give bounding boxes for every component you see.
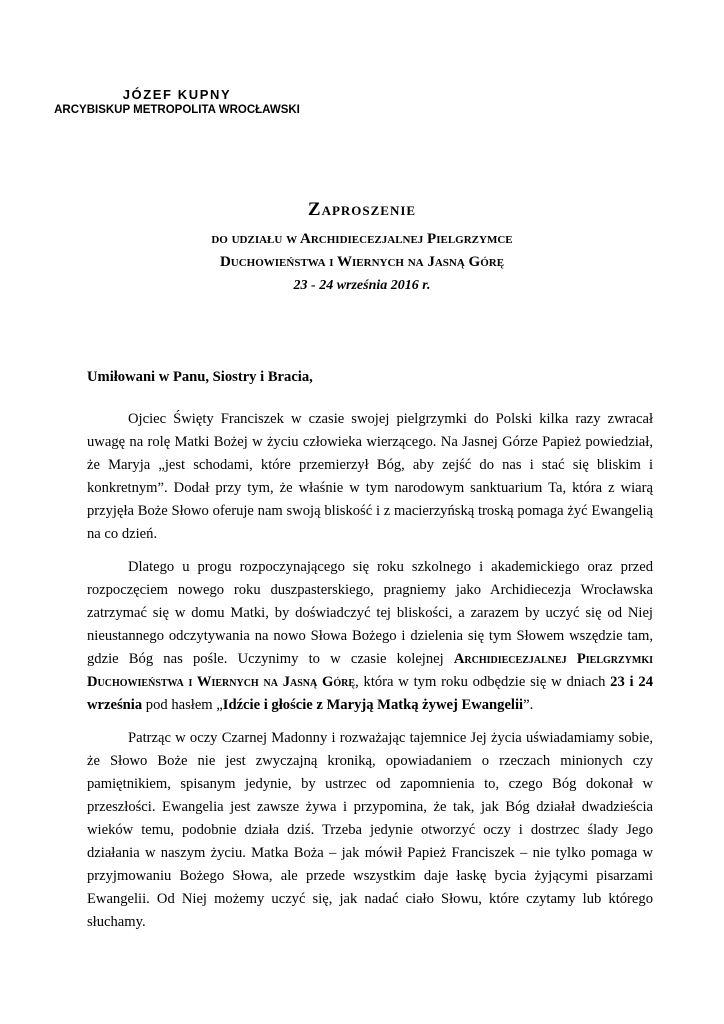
paragraph-2-text: ”. <box>523 697 534 713</box>
greeting: Umiłowani w Panu, Siostry i Bracia, <box>87 369 313 385</box>
document-subtitle-line2: Duchowieństwa i Wiernych na Jasną Górę <box>219 254 505 270</box>
document-title: Zaproszenie <box>307 199 417 220</box>
document-header <box>0 196 724 296</box>
paragraph-1: Ojciec Święty Franciszek w czasie swojej pielgrzymki do Polski kilka razy zwracał uwagę na rolę Matki Bożej w życiu człowieka wierzącego. Na Jasnej Górze Papież powiedział, że Maryja „jest schodami, które przemierzył Bóg, aby zejść do nas i stać się bliskim i konkretnym”. Dodał przy tym, że właśnie w tym narodowym sanktuarium Ta, która z wiarą przyjęła Boże Słowo oferuje nam swoją bliskość i z macierzyńską troską pomaga żyć Ewangelią na co dzień. <box>87 411 653 542</box>
paragraph-2-text: Dlatego u progu rozpoczynającego się roku szkolnego i akademickiego oraz przed rozpoczęciem nowego roku duszpasterskiego, pragniemy jako Archidiecezja Wrocławska zatrzymać się w domu Matki, by doświadczyć tej bliskości, a zarazem by uczyć się od Niej nieustannego odczytywania na nowo Słowa Bożego i dzielenia się tym Słowem wszędzie tam, gdzie Bóg nas pośle. Uczynimy to w czasie kolejnej <box>87 559 653 667</box>
letter-body <box>87 366 653 944</box>
document-subtitle-line1: do udziału w Archidiecezjalnej Pielgrzymce <box>211 231 513 247</box>
letterhead <box>46 86 308 118</box>
paragraph-2-text: , która w tym roku odbędzie się w dniach <box>355 674 611 690</box>
paragraph-2-text: pod hasłem „ <box>142 697 223 713</box>
author-name: JÓZEF KUPNY <box>122 87 232 102</box>
paragraph-2 <box>87 556 653 717</box>
paragraph-3: Patrząc w oczy Czarnej Madonny i rozważając tajemnice Jej życia uświadamiamy sobie, że Słowo Boże nie jest zwyczajną kroniką, opowiadaniem o rzeczach minionych czy pamiętnikiem, spisanym jedynie, by ustrzec od zapomnienia to, czego Bóg dokonał w przeszłości. Ewangelia jest zawsze żywa i przypomina, że tak, jak Bóg działał dwadzieścia wieków temu, podobnie działa dziś. Trzeba jedynie otworzyć oczy i dostrzec ślady Jego działania w naszym życiu. Matka Boża – jak mówił Papież Franciszek – nie tylko pomaga w przyjmowaniu Bożego Słowa, ale przede wszystkim daje łaskę bycia żyjącymi pisarzami Ewangelii. Od Niej możemy uczyć się, jak nadać ciało Słowu, które czytamy lub którego słuchamy. <box>87 730 653 930</box>
event-name: Archidiecezjalnej Pielgrzymki Duchowieństwa i Wiernych na Jasną Górę <box>87 651 653 690</box>
author-title: ARCYBISKUP METROPOLITA WROCŁAWSKI <box>54 104 300 116</box>
event-date: 23 - 24 września 2016 r. <box>293 278 431 293</box>
event-dates: 23 i 24 września <box>87 674 653 713</box>
event-motto: Idźcie i głoście z Maryją Matką żywej Ewangelii <box>222 697 524 713</box>
